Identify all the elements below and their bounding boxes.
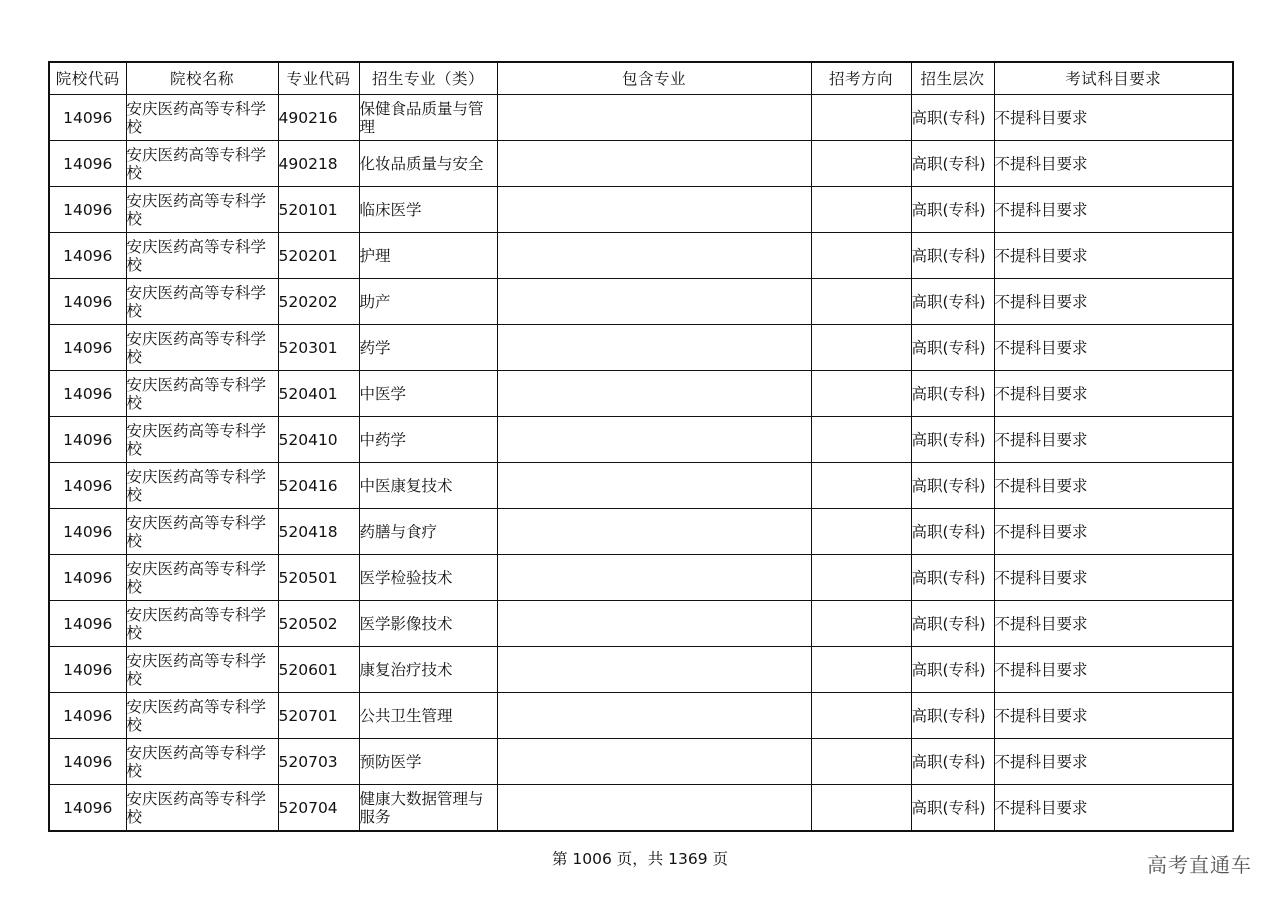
cell-major-text: 健康大数据管理与服务 (359, 789, 484, 826)
cell-major-code: 520201 (278, 233, 359, 279)
watermark-text: 高考直通车 (1147, 853, 1252, 877)
cell-school-code: 14096 (49, 371, 126, 417)
cell-school-name-text: 安庆医药高等专科学校 (126, 283, 267, 320)
cell-school-name-text: 安庆医药高等专科学校 (126, 651, 267, 688)
cell-school-name-text: 安庆医药高等专科学校 (126, 145, 267, 182)
cell-subject-requirements: 不提科目要求 (994, 279, 1233, 325)
cell-school-name-text: 安庆医药高等专科学校 (126, 99, 267, 136)
cell-school-code: 14096 (49, 693, 126, 739)
cell-major-code: 520703 (278, 739, 359, 785)
header-level: 招生层次 (911, 62, 994, 95)
cell-included-majors (497, 555, 811, 601)
cell-subject-requirements: 不提科目要求 (994, 371, 1233, 417)
cell-included-majors (497, 647, 811, 693)
cell-major-code: 520418 (278, 509, 359, 555)
cell-major (359, 647, 497, 693)
cell-school-name-text: 安庆医药高等专科学校 (126, 421, 267, 458)
table-row (49, 739, 1233, 785)
cell-major-text: 医学检验技术 (359, 568, 453, 587)
cell-subject-requirements: 不提科目要求 (994, 463, 1233, 509)
cell-direction (811, 141, 911, 187)
cell-school-name (126, 233, 278, 279)
cell-major (359, 371, 497, 417)
cell-major-code: 520416 (278, 463, 359, 509)
cell-school-name (126, 187, 278, 233)
table-row (49, 325, 1233, 371)
cell-school-name (126, 555, 278, 601)
cell-subject-requirements: 不提科目要求 (994, 555, 1233, 601)
cell-level: 高职(专科) (911, 141, 994, 187)
cell-school-name (126, 739, 278, 785)
cell-major (359, 463, 497, 509)
table-row (49, 233, 1233, 279)
cell-major-text: 化妆品质量与安全 (359, 154, 484, 173)
cell-level: 高职(专科) (911, 233, 994, 279)
cell-major-code: 490216 (278, 95, 359, 141)
table-header-row (49, 62, 1233, 95)
cell-direction (811, 233, 911, 279)
cell-school-code: 14096 (49, 555, 126, 601)
cell-major-code: 520601 (278, 647, 359, 693)
cell-school-code: 14096 (49, 325, 126, 371)
cell-school-name-text: 安庆医药高等专科学校 (126, 789, 267, 826)
table-row (49, 279, 1233, 325)
table-row (49, 95, 1233, 141)
cell-school-name-text: 安庆医药高等专科学校 (126, 513, 267, 550)
cell-school-name (126, 509, 278, 555)
cell-direction (811, 187, 911, 233)
cell-subject-requirements: 不提科目要求 (994, 693, 1233, 739)
cell-major-text: 药膳与食疗 (359, 522, 438, 541)
cell-major-code: 520410 (278, 417, 359, 463)
header-included-majors: 包含专业 (497, 62, 811, 95)
cell-direction (811, 509, 911, 555)
cell-direction (811, 693, 911, 739)
cell-school-code: 14096 (49, 601, 126, 647)
table-row (49, 509, 1233, 555)
cell-subject-requirements: 不提科目要求 (994, 187, 1233, 233)
table-row (49, 785, 1233, 832)
cell-direction (811, 555, 911, 601)
cell-school-name (126, 785, 278, 832)
cell-subject-requirements: 不提科目要求 (994, 95, 1233, 141)
cell-level: 高职(专科) (911, 325, 994, 371)
cell-direction (811, 739, 911, 785)
table-row (49, 601, 1233, 647)
cell-school-code: 14096 (49, 279, 126, 325)
cell-major (359, 601, 497, 647)
cell-level: 高职(专科) (911, 187, 994, 233)
cell-level: 高职(专科) (911, 555, 994, 601)
cell-major (359, 95, 497, 141)
cell-school-name (126, 279, 278, 325)
header-major: 招生专业（类） (359, 62, 497, 95)
cell-school-name (126, 463, 278, 509)
table-row (49, 463, 1233, 509)
cell-major-text: 中药学 (359, 430, 407, 449)
cell-subject-requirements: 不提科目要求 (994, 325, 1233, 371)
cell-major (359, 417, 497, 463)
cell-direction (811, 371, 911, 417)
cell-school-name-text: 安庆医药高等专科学校 (126, 237, 267, 274)
cell-subject-requirements: 不提科目要求 (994, 601, 1233, 647)
cell-subject-requirements: 不提科目要求 (994, 417, 1233, 463)
cell-school-name-text: 安庆医药高等专科学校 (126, 467, 267, 504)
cell-major (359, 785, 497, 832)
cell-level: 高职(专科) (911, 509, 994, 555)
cell-major (359, 739, 497, 785)
cell-major-text: 助产 (359, 292, 391, 311)
cell-included-majors (497, 233, 811, 279)
cell-school-name (126, 693, 278, 739)
cell-included-majors (497, 141, 811, 187)
cell-major (359, 555, 497, 601)
cell-school-code: 14096 (49, 647, 126, 693)
cell-included-majors (497, 417, 811, 463)
cell-school-name (126, 601, 278, 647)
cell-major-text: 临床医学 (359, 200, 422, 219)
table-row (49, 187, 1233, 233)
cell-subject-requirements: 不提科目要求 (994, 509, 1233, 555)
cell-direction (811, 785, 911, 832)
cell-subject-requirements: 不提科目要求 (994, 739, 1233, 785)
cell-major (359, 187, 497, 233)
cell-major (359, 233, 497, 279)
cell-included-majors (497, 279, 811, 325)
cell-school-name (126, 95, 278, 141)
cell-school-name (126, 417, 278, 463)
cell-school-name-text: 安庆医药高等专科学校 (126, 743, 267, 780)
cell-school-name-text: 安庆医药高等专科学校 (126, 697, 267, 734)
cell-school-name-text: 安庆医药高等专科学校 (126, 191, 267, 228)
cell-level: 高职(专科) (911, 95, 994, 141)
cell-subject-requirements: 不提科目要求 (994, 647, 1233, 693)
cell-included-majors (497, 693, 811, 739)
table-body (49, 95, 1233, 832)
cell-major-text: 医学影像技术 (359, 614, 453, 633)
cell-included-majors (497, 325, 811, 371)
cell-school-code: 14096 (49, 509, 126, 555)
cell-major (359, 325, 497, 371)
cell-subject-requirements: 不提科目要求 (994, 785, 1233, 832)
cell-school-code: 14096 (49, 785, 126, 832)
cell-school-code: 14096 (49, 95, 126, 141)
cell-major-code: 520704 (278, 785, 359, 832)
cell-included-majors (497, 785, 811, 832)
cell-major-code: 520701 (278, 693, 359, 739)
cell-level: 高职(专科) (911, 785, 994, 832)
cell-major (359, 693, 497, 739)
cell-school-name-text: 安庆医药高等专科学校 (126, 329, 267, 366)
cell-school-code: 14096 (49, 141, 126, 187)
cell-major-text: 中医康复技术 (359, 476, 453, 495)
header-school-code: 院校代码 (49, 62, 126, 95)
cell-level: 高职(专科) (911, 693, 994, 739)
cell-major-code: 520401 (278, 371, 359, 417)
cell-direction (811, 417, 911, 463)
cell-included-majors (497, 187, 811, 233)
cell-school-name (126, 325, 278, 371)
cell-included-majors (497, 371, 811, 417)
cell-direction (811, 601, 911, 647)
cell-school-name-text: 安庆医药高等专科学校 (126, 605, 267, 642)
cell-school-code: 14096 (49, 233, 126, 279)
cell-school-code: 14096 (49, 463, 126, 509)
page-footer: 第 1006 页，共 1369 页 (551, 850, 729, 868)
table-row (49, 141, 1233, 187)
cell-major-text: 药学 (359, 338, 391, 357)
cell-major-text: 保健食品质量与管理 (359, 99, 484, 136)
cell-major (359, 509, 497, 555)
cell-major-code: 490218 (278, 141, 359, 187)
cell-school-name (126, 371, 278, 417)
cell-level: 高职(专科) (911, 417, 994, 463)
cell-direction (811, 463, 911, 509)
header-subject-requirements: 考试科目要求 (994, 62, 1233, 95)
cell-included-majors (497, 509, 811, 555)
cell-level: 高职(专科) (911, 647, 994, 693)
cell-major-code: 520202 (278, 279, 359, 325)
cell-level: 高职(专科) (911, 601, 994, 647)
header-major-code: 专业代码 (278, 62, 359, 95)
cell-major-text: 预防医学 (359, 752, 422, 771)
cell-school-name-text: 安庆医药高等专科学校 (126, 375, 267, 412)
cell-major-text: 康复治疗技术 (359, 660, 453, 679)
cell-level: 高职(专科) (911, 739, 994, 785)
cell-major-text: 中医学 (359, 384, 407, 403)
table-row (49, 693, 1233, 739)
admissions-table (48, 61, 1234, 832)
cell-school-code: 14096 (49, 739, 126, 785)
header-direction: 招考方向 (811, 62, 911, 95)
cell-major-text: 护理 (359, 246, 391, 265)
cell-included-majors (497, 739, 811, 785)
cell-major-text: 公共卫生管理 (359, 706, 453, 725)
cell-major-code: 520501 (278, 555, 359, 601)
header-school-name: 院校名称 (126, 62, 278, 95)
cell-major-code: 520101 (278, 187, 359, 233)
cell-school-name (126, 647, 278, 693)
cell-direction (811, 279, 911, 325)
cell-level: 高职(专科) (911, 463, 994, 509)
cell-included-majors (497, 95, 811, 141)
cell-subject-requirements: 不提科目要求 (994, 141, 1233, 187)
table-row (49, 371, 1233, 417)
cell-subject-requirements: 不提科目要求 (994, 233, 1233, 279)
cell-included-majors (497, 463, 811, 509)
cell-included-majors (497, 601, 811, 647)
table-row (49, 417, 1233, 463)
cell-direction (811, 325, 911, 371)
cell-major (359, 279, 497, 325)
cell-direction (811, 95, 911, 141)
cell-school-name (126, 141, 278, 187)
cell-direction (811, 647, 911, 693)
table-row (49, 555, 1233, 601)
cell-major (359, 141, 497, 187)
cell-level: 高职(专科) (911, 279, 994, 325)
cell-level: 高职(专科) (911, 371, 994, 417)
cell-major-code: 520301 (278, 325, 359, 371)
cell-school-code: 14096 (49, 187, 126, 233)
table-row (49, 647, 1233, 693)
cell-school-name-text: 安庆医药高等专科学校 (126, 559, 267, 596)
cell-school-code: 14096 (49, 417, 126, 463)
cell-major-code: 520502 (278, 601, 359, 647)
